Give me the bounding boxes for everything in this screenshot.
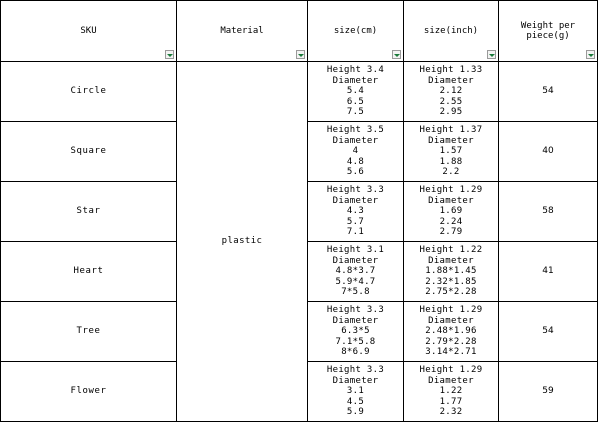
size-line: 2.24 — [439, 216, 463, 227]
size-line: Diameter — [332, 375, 379, 386]
size-cm-cell — [308, 362, 404, 422]
filter-dropdown-icon[interactable] — [487, 50, 496, 59]
filter-dropdown-icon[interactable] — [296, 50, 305, 59]
size-line: 8*6.9 — [341, 347, 370, 358]
size-inch-cell — [404, 362, 499, 422]
size-line: Height 3.3 — [326, 305, 385, 316]
size-line: Diameter — [332, 195, 379, 206]
size-line: 1.88 — [439, 156, 463, 167]
size-line: 2.75*2.28 — [425, 287, 477, 298]
filter-dropdown-icon[interactable] — [392, 50, 401, 59]
size-line: 2.79*2.28 — [425, 336, 477, 347]
size-line: Height 3.4 — [326, 65, 385, 76]
size-line: Height 3.3 — [326, 185, 385, 196]
size-line: Diameter — [428, 375, 474, 386]
header-material-label: Material — [220, 25, 264, 36]
size-line: Diameter — [428, 315, 474, 326]
header-sku — [1, 1, 177, 62]
size-line: Diameter — [332, 135, 379, 146]
size-line: 1.22 — [439, 386, 463, 397]
size-cm-cell — [308, 242, 404, 302]
weight-cell: 54 — [499, 302, 598, 362]
size-line: Height 1.29 — [419, 185, 483, 196]
filter-dropdown-icon[interactable] — [586, 50, 595, 59]
size-line: 5.6 — [346, 167, 365, 178]
size-line: 1.57 — [439, 146, 463, 157]
size-line: 7.1*5.8 — [335, 336, 376, 347]
weight-cell: 41 — [499, 242, 598, 302]
size-inch-cell — [404, 242, 499, 302]
filter-dropdown-icon[interactable] — [165, 50, 174, 59]
size-line: Height 1.37 — [419, 125, 483, 136]
header-sku-label: SKU — [80, 25, 97, 36]
size-line: 4.8 — [346, 156, 365, 167]
size-line: Height 1.33 — [419, 65, 483, 76]
size-line: 1.77 — [439, 396, 463, 407]
size-line: 1.69 — [439, 206, 463, 217]
size-inch-cell — [404, 122, 499, 182]
size-line: 4 — [352, 146, 359, 157]
size-line: Height 3.1 — [326, 245, 385, 256]
size-inch-cell — [404, 182, 499, 242]
size-line: 5.7 — [346, 216, 365, 227]
size-line: 6.3*5 — [341, 326, 370, 337]
sku-cell: Circle — [1, 62, 177, 122]
size-line: 5.9*4.7 — [335, 276, 376, 287]
header-size-inch — [404, 1, 499, 62]
size-line: Height 1.22 — [419, 245, 483, 256]
size-line: 4.5 — [346, 396, 365, 407]
size-line: 2.2 — [442, 167, 460, 178]
size-line: 5.9 — [346, 407, 365, 418]
header-size-cm — [308, 1, 404, 62]
size-line: Diameter — [332, 255, 379, 266]
size-cm-cell — [308, 302, 404, 362]
size-line: 7.1 — [346, 227, 365, 238]
sku-cell: Star — [1, 182, 177, 242]
size-line: Height 3.3 — [326, 365, 385, 376]
size-line: Diameter — [428, 255, 474, 266]
header-size-cm-label: size(cm) — [333, 25, 378, 36]
table-row — [1, 62, 598, 122]
size-line: 2.32 — [439, 407, 463, 418]
size-line: 7*5.8 — [341, 287, 370, 298]
size-line: Height 1.29 — [419, 305, 483, 316]
size-line: 1.88*1.45 — [425, 266, 477, 277]
material-cell: plastic — [177, 62, 308, 422]
size-line: Diameter — [428, 135, 474, 146]
size-line: Diameter — [332, 75, 379, 86]
header-size-inch-label: size(inch) — [423, 25, 479, 36]
header-weight — [499, 1, 598, 62]
size-line: 2.79 — [439, 227, 463, 238]
size-line: 2.12 — [439, 86, 463, 97]
header-row — [1, 1, 598, 62]
header-material — [177, 1, 308, 62]
size-cm-cell — [308, 62, 404, 122]
size-line: 2.48*1.96 — [425, 326, 477, 337]
size-line: Diameter — [428, 195, 474, 206]
size-line: 4.3 — [346, 206, 365, 217]
weight-cell: 54 — [499, 62, 598, 122]
sku-cell: Tree — [1, 302, 177, 362]
size-line: Diameter — [332, 315, 379, 326]
size-inch-cell — [404, 62, 499, 122]
size-cm-cell — [308, 122, 404, 182]
weight-cell: 59 — [499, 362, 598, 422]
size-line: 2.32*1.85 — [425, 276, 477, 287]
size-line: Height 3.5 — [326, 125, 385, 136]
header-weight-label: Weight per piece(g) — [520, 20, 576, 41]
size-inch-cell — [404, 302, 499, 362]
size-line: Height 1.29 — [419, 365, 483, 376]
weight-cell: 58 — [499, 182, 598, 242]
sku-cell: Square — [1, 122, 177, 182]
size-line: 5.4 — [346, 86, 365, 97]
size-line: 2.95 — [439, 107, 463, 118]
size-line: 7.5 — [346, 107, 365, 118]
size-line: 3.14*2.71 — [425, 347, 477, 358]
sku-cell: Flower — [1, 362, 177, 422]
size-line: 3.1 — [346, 386, 365, 397]
size-line: 4.8*3.7 — [335, 266, 376, 277]
size-line: 6.5 — [346, 96, 365, 107]
size-line: 2.55 — [439, 96, 463, 107]
sku-cell: Heart — [1, 242, 177, 302]
weight-cell: 40 — [499, 122, 598, 182]
size-line: Diameter — [428, 75, 474, 86]
size-cm-cell — [308, 182, 404, 242]
